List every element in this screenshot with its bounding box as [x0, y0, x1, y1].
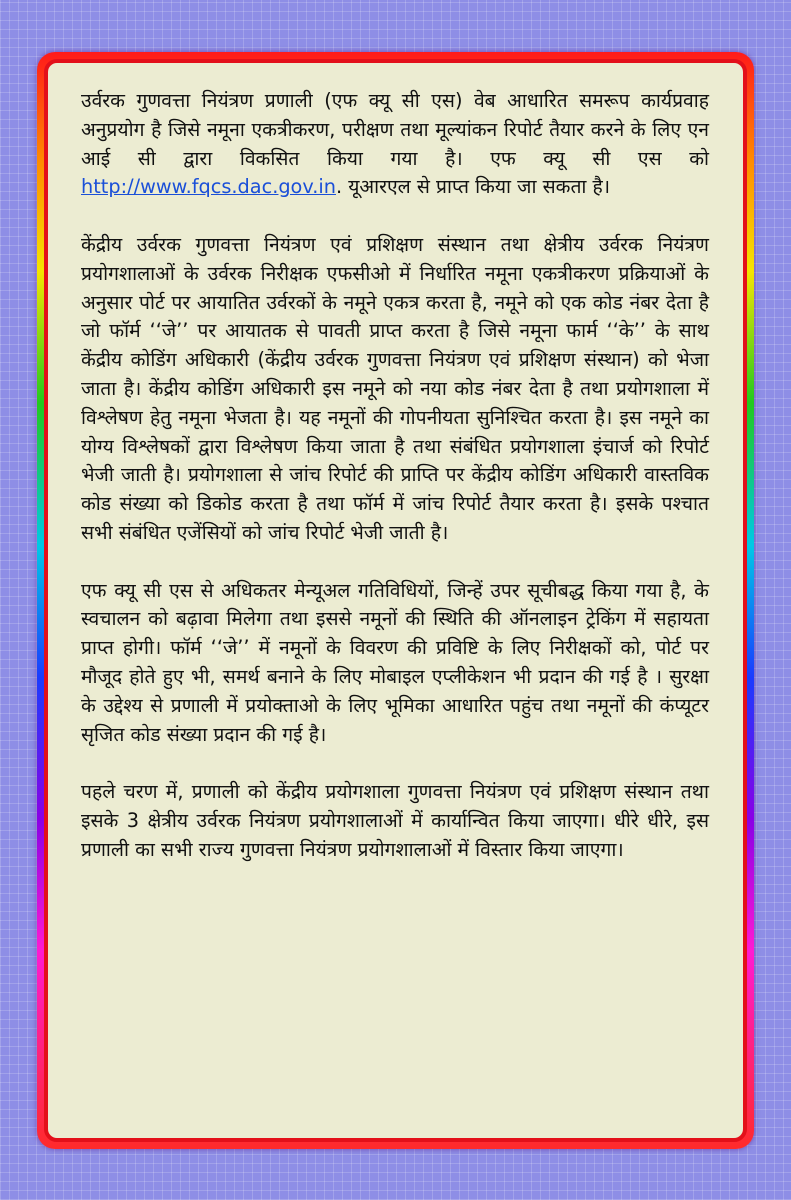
paragraph-sampling-process: केंद्रीय उर्वरक गुणवत्ता नियंत्रण एवं प्रशिक्षण संस्थान तथा क्षेत्रीय उर्वरक नियंत्रण प्रयोगशालाओं के उर्वरक निरीक्षक एफसीओ में निर्धारित नमूना एकत्रीकरण प्रक्रियाओं के अनुसार पोर्ट पर आयातित उर्वरकों के नमूने एकत्र करता है, नमूने को एक कोड नंबर देता है जो फॉर्म ‘‘जे’’ पर आयातक से पावती प्राप्त करता है जिसे नमूना फार्म ‘‘के’’ के साथ केंद्रीय कोडिंग अधिकारी (केंद्रीय उर्वरक गुणवत्ता नियंत्रण एवं प्रशिक्षण संस्थान) को भेजा जाता है। केंद्रीय कोडिंग अधिकारी इस नमूने को नया कोड नंबर देता है तथा प्रयोगशाला में विश्लेषण हेतु नमूना भेजता है। यह नमूनों की गोपनीयता सुनिश्चित करता है। इस नमूने का योग्य विश्लेषकों द्वारा विश्लेषण किया जाता है तथा संबंधित प्रयोगशाला इंचार्ज को रिपोर्ट भेजी जाती है। प्रयोगशाला से जांच रिपोर्ट की प्राप्ति पर केंद्रीय कोडिंग अधिकारी वास्तविक कोड संख्या को डिकोड करता है तथा फॉर्म में जांच रिपोर्ट तैयार करता है। इसके पश्चात सभी संबंधित एजेंसियों को जांच रिपोर्ट भेजी जाती है।: [81, 232, 709, 544]
document-body: [81, 87, 709, 893]
intro-text: उर्वरक गुणवत्ता नियंत्रण प्रणाली (एफ क्यू सी एस) वेब आधारित समरूप कार्यप्रवाह अनुप्रयोग है जिसे नमूना एकत्रीकरण, परीक्षण तथा मूल्यांकन रिपोर्ट तैयार करने के लिए एन आई सी द्वारा विकसित किया गया है। एफ क्यू सी एस को: [81, 89, 709, 170]
paragraph-fqcs-intro: [81, 87, 709, 202]
paragraph-automation: एफ क्यू सी एस से अधिकतर मेन्यूअल गतिविधियों, जिन्हें उपर सूचीबद्ध किया गया है, के स्वचालन को बढ़ावा मिलेगा तथा इससे नमूनों की स्थिति की ऑनलाइन ट्रेकिंग में सहायता प्राप्त होगी। फॉर्म ‘‘जे’’ में नमूनों के विवरण की प्रविष्टि के लिए निरीक्षकों को, पोर्ट पर मौजूद होते हुए भी, समर्थ बनाने के लिए मोबाइल एप्लीकेशन भी प्रदान की गई है । सुरक्षा के उद्देश्य से प्रणाली में प्रयोक्ताओ के लिए भूमिका आधारित पहुंच तथा नमूनों की कंप्यूटर सृजित कोड संख्या प्रदान की गई है।: [81, 578, 709, 746]
paragraph-implementation: पहले चरण में, प्रणाली को केंद्रीय प्रयोगशाला गुणवत्ता नियंत्रण एवं प्रशिक्षण संस्थान तथा इसके 3 क्षेत्रीय उर्वरक नियंत्रण प्रयोगशालाओं में कार्यान्वित किया जाएगा। धीरे धीरे, इस प्रणाली का सभी राज्य गुणवत्ता नियंत्रण प्रयोगशालाओं में विस्तार किया जाएगा।: [81, 780, 709, 861]
text-panel: [44, 59, 747, 1142]
fqcs-url-link[interactable]: http://www.fqcs.dac.gov.in: [81, 175, 336, 199]
intro-text-after-link: . यूआरएल से प्राप्त किया जा सकता है।: [335, 175, 611, 199]
